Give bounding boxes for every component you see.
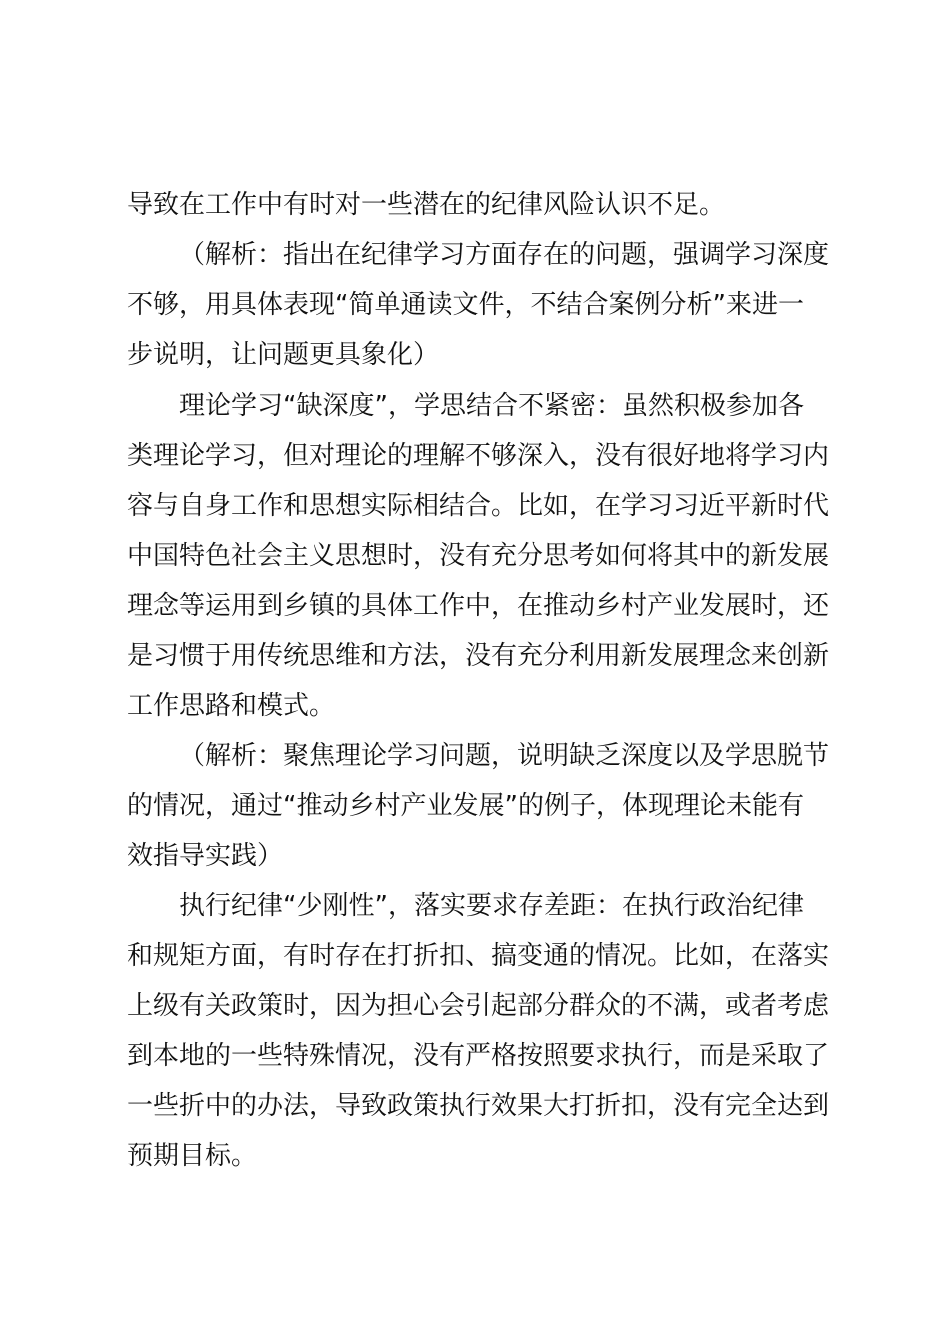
text-line: 工作思路和模式。: [127, 691, 336, 721]
paragraph-start-line: （解析：聚焦理论学习问题，说明缺乏深度以及学思脱节: [179, 741, 830, 771]
paragraph-start-line: 理论学习“缺深度”，学思结合不紧密：虽然积极参加各: [179, 391, 804, 421]
text-line: 上级有关政策时，因为担心会引起部分群众的不满，或者考虑: [127, 991, 830, 1021]
text-line: 的情况，通过“推动乡村产业发展”的例子，体现理论未能有: [127, 791, 804, 821]
text-line: 是习惯于用传统思维和方法，没有充分利用新发展理念来创新: [127, 641, 830, 671]
text-line: 步说明，让问题更具象化）: [127, 340, 440, 370]
text-line: 容与自身工作和思想实际相结合。比如，在学习习近平新时代: [127, 491, 830, 521]
text-line: 类理论学习，但对理论的理解不够深入，没有很好地将学习内: [127, 441, 830, 471]
text-line: 到本地的一些特殊情况，没有严格按照要求执行，而是采取了: [127, 1041, 830, 1071]
paragraph-start-line: （解析：指出在纪律学习方面存在的问题，强调学习深度: [179, 240, 830, 270]
text-line: 导致在工作中有时对一些潜在的纪律风险认识不足。: [127, 190, 726, 220]
text-line: 中国特色社会主义思想时，没有充分思考如何将其中的新发展: [127, 541, 830, 571]
text-line: 不够，用具体表现“简单通读文件，不结合案例分析”来进一: [127, 290, 804, 320]
text-line: 预期目标。: [127, 1141, 258, 1171]
text-line: 效指导实践）: [127, 841, 284, 871]
text-line: 一些折中的办法，导致政策执行效果大打折扣，没有完全达到: [127, 1091, 830, 1121]
text-line: 和规矩方面，有时存在打折扣、搞变通的情况。比如，在落实: [127, 941, 830, 971]
text-line: 理念等运用到乡镇的具体工作中，在推动乡村产业发展时，还: [127, 591, 830, 621]
paragraph-start-line: 执行纪律“少刚性”，落实要求存差距：在执行政治纪律: [179, 891, 804, 921]
